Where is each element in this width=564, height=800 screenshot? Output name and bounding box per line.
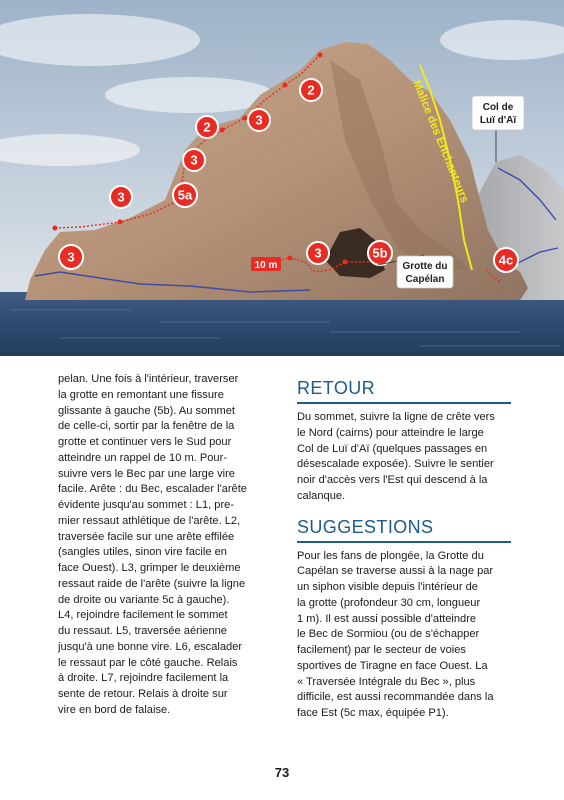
pitch-marker xyxy=(183,149,205,171)
pitch-marker xyxy=(300,79,322,101)
label-col-line2: Luï d'Aï xyxy=(479,115,517,126)
retour-text: Du sommet, suivre la ligne de crête vers le Nord (cairns) pour atteindre le large Col de Luï d'Aï (quelques passages en désescalade exposée). Suivre le sentier noir d'accès vers l'Est qui descend à la calanque. xyxy=(297,411,495,502)
label-grotte-line2: Capélan xyxy=(405,274,445,285)
pitch-marker xyxy=(59,245,83,269)
svg-text:3: 3 xyxy=(67,249,75,265)
svg-text:2: 2 xyxy=(203,119,211,135)
label-col-line1: Col de xyxy=(482,102,514,113)
page-number: 73 xyxy=(274,765,290,780)
pitch-marker xyxy=(196,116,218,138)
pitch-marker xyxy=(173,183,197,207)
svg-text:5a: 5a xyxy=(177,187,193,203)
pitch-marker xyxy=(248,109,270,131)
pitch-marker xyxy=(494,248,518,272)
svg-text:5b: 5b xyxy=(372,245,388,261)
svg-text:3: 3 xyxy=(255,112,263,128)
svg-text:3: 3 xyxy=(117,189,125,205)
right-column xyxy=(297,372,511,722)
svg-text:3: 3 xyxy=(314,245,322,261)
topo-photo xyxy=(0,0,564,356)
label-grotte-line1: Grotte du xyxy=(402,261,448,272)
svg-text:4c: 4c xyxy=(498,252,514,268)
route-label-malice: Malice des Enchanteurs xyxy=(410,78,471,205)
rappel-label xyxy=(251,257,281,271)
pitch-marker xyxy=(110,186,132,208)
retour-heading: RETOUR xyxy=(297,378,511,404)
pitch-marker xyxy=(368,241,392,265)
svg-text:3: 3 xyxy=(190,152,198,168)
svg-text:2: 2 xyxy=(307,82,315,98)
suggestions-heading: SUGGESTIONS xyxy=(297,517,511,543)
svg-text:10 m: 10 m xyxy=(254,260,278,271)
pitch-marker xyxy=(307,242,329,264)
suggestions-text: Pour les fans de plongée, la Grotte du Capélan se traverse aussi à la nage par un siphon visible depuis l'intérieur de la grotte (profondeur 30 cm, longueur 1 m). Il est aussi possible d'atteindre le Bec de Sormiou (ou de s'échapper facilement) par le secteur de voies sportives de Tiragne en face Ouest. La « Traversée Intégrale du Bec », plus difficile, est aussi recommandée dans la face Est (5c max, équipée P1). xyxy=(297,549,494,719)
left-column-text: pelan. Une fois à l'intérieur, traverser la grotte en remontant une fissure glissante à gauche (5b). Au sommet de celle-ci, sortir par la fenêtre de la grotte et continuer vers le Sud pour atteindre un rappel de 10 m. Pour- suivre vers le Bec par une large vire facile. Arête : du Bec, escalader l'arête évidente jusqu'au sommet : L1, pre- mier ressaut athlétique de l'arête. L2, traversée facile sur une arête effilée (sangles utiles, sinon vire facile en face Ouest). L3, grimper le deuxième ressaut raide de l'arête (suivre la ligne de droite ou variante 5c à gauche). L4, rejoindre facilement le sommet du ressaut. L5, traversée aérienne jusqu'à une bonne vire. L6, escalader le ressaut par le côté gauche. Relais à droite. L7, rejoindre facilement la sente de retour. Relais à droite sur vire en bord de falaise. xyxy=(58,373,247,716)
left-column xyxy=(58,372,270,719)
